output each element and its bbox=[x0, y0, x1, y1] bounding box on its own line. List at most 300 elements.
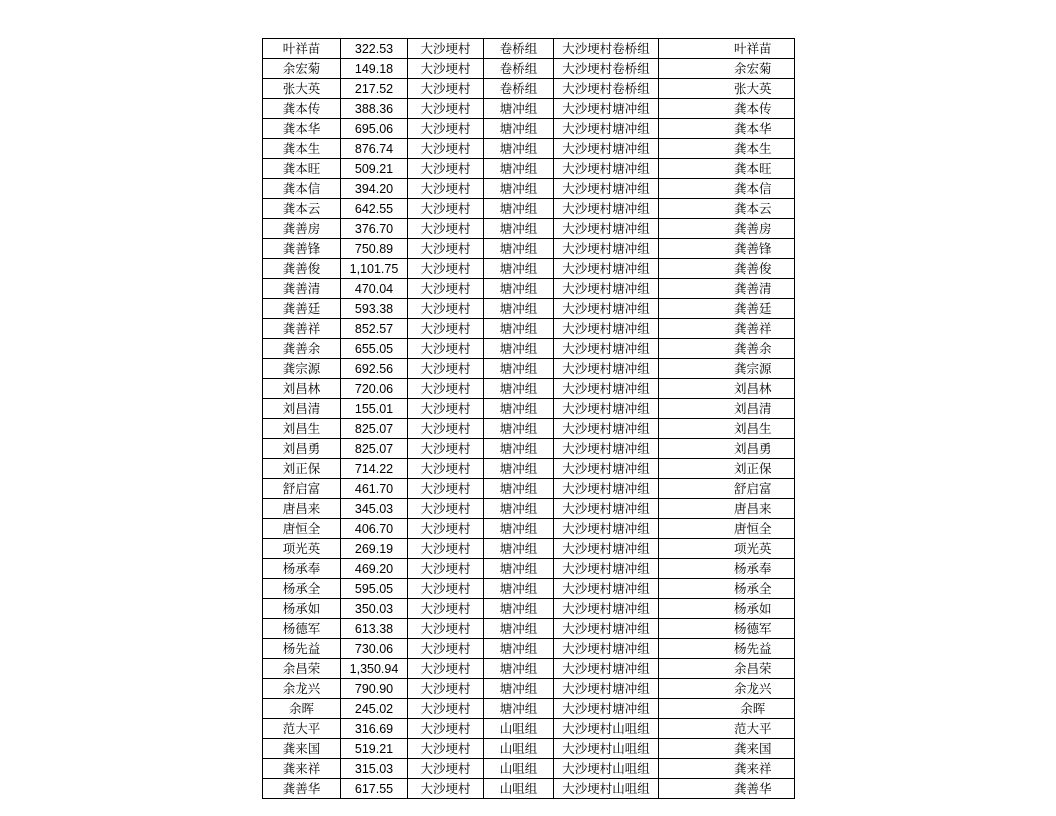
blank-cell bbox=[659, 619, 712, 639]
address-cell: 大沙埂村塘冲组 bbox=[554, 519, 659, 539]
group-cell: 塘冲组 bbox=[484, 619, 554, 639]
address-cell: 大沙埂村塘冲组 bbox=[554, 259, 659, 279]
table-row bbox=[263, 119, 795, 139]
group-cell: 卷桥组 bbox=[484, 79, 554, 99]
name-cell: 龚善俊 bbox=[263, 259, 341, 279]
name-repeat-cell: 刘昌清 bbox=[712, 399, 795, 419]
name-repeat-cell: 刘昌林 bbox=[712, 379, 795, 399]
name-cell: 唐昌来 bbox=[263, 499, 341, 519]
group-cell: 塘冲组 bbox=[484, 159, 554, 179]
amount-cell: 217.52 bbox=[341, 79, 408, 99]
name-repeat-cell: 龚本云 bbox=[712, 199, 795, 219]
village-cell: 大沙埂村 bbox=[408, 739, 484, 759]
name-repeat-cell: 杨承奉 bbox=[712, 559, 795, 579]
name-cell: 余昌荣 bbox=[263, 659, 341, 679]
blank-cell bbox=[659, 259, 712, 279]
address-cell: 大沙埂村塘冲组 bbox=[554, 419, 659, 439]
address-cell: 大沙埂村塘冲组 bbox=[554, 159, 659, 179]
blank-cell bbox=[659, 219, 712, 239]
name-cell: 龚来国 bbox=[263, 739, 341, 759]
group-cell: 塘冲组 bbox=[484, 139, 554, 159]
group-cell: 塘冲组 bbox=[484, 219, 554, 239]
group-cell: 塘冲组 bbox=[484, 539, 554, 559]
village-cell: 大沙埂村 bbox=[408, 399, 484, 419]
group-cell: 塘冲组 bbox=[484, 699, 554, 719]
table-row bbox=[263, 299, 795, 319]
village-cell: 大沙埂村 bbox=[408, 559, 484, 579]
name-cell: 项光英 bbox=[263, 539, 341, 559]
address-cell: 大沙埂村塘冲组 bbox=[554, 499, 659, 519]
address-cell: 大沙埂村山咀组 bbox=[554, 759, 659, 779]
address-cell: 大沙埂村卷桥组 bbox=[554, 39, 659, 59]
group-cell: 塘冲组 bbox=[484, 319, 554, 339]
name-repeat-cell: 刘昌生 bbox=[712, 419, 795, 439]
village-cell: 大沙埂村 bbox=[408, 259, 484, 279]
blank-cell bbox=[659, 319, 712, 339]
name-cell: 刘昌清 bbox=[263, 399, 341, 419]
amount-cell: 825.07 bbox=[341, 419, 408, 439]
village-cell: 大沙埂村 bbox=[408, 379, 484, 399]
address-cell: 大沙埂村塘冲组 bbox=[554, 199, 659, 219]
name-repeat-cell: 龚本信 bbox=[712, 179, 795, 199]
amount-cell: 750.89 bbox=[341, 239, 408, 259]
group-cell: 塘冲组 bbox=[484, 479, 554, 499]
name-repeat-cell: 龚本生 bbox=[712, 139, 795, 159]
name-repeat-cell: 龚善祥 bbox=[712, 319, 795, 339]
amount-cell: 825.07 bbox=[341, 439, 408, 459]
amount-cell: 469.20 bbox=[341, 559, 408, 579]
address-cell: 大沙埂村塘冲组 bbox=[554, 639, 659, 659]
table-row bbox=[263, 539, 795, 559]
blank-cell bbox=[659, 179, 712, 199]
name-cell: 杨德军 bbox=[263, 619, 341, 639]
blank-cell bbox=[659, 299, 712, 319]
address-cell: 大沙埂村塘冲组 bbox=[554, 619, 659, 639]
table-row bbox=[263, 699, 795, 719]
village-cell: 大沙埂村 bbox=[408, 519, 484, 539]
blank-cell bbox=[659, 339, 712, 359]
name-cell: 唐恒全 bbox=[263, 519, 341, 539]
table-row bbox=[263, 399, 795, 419]
address-cell: 大沙埂村塘冲组 bbox=[554, 339, 659, 359]
name-repeat-cell: 龚本华 bbox=[712, 119, 795, 139]
blank-cell bbox=[659, 739, 712, 759]
group-cell: 卷桥组 bbox=[484, 59, 554, 79]
address-cell: 大沙埂村塘冲组 bbox=[554, 379, 659, 399]
name-cell: 龚本生 bbox=[263, 139, 341, 159]
amount-cell: 720.06 bbox=[341, 379, 408, 399]
name-cell: 刘昌勇 bbox=[263, 439, 341, 459]
village-cell: 大沙埂村 bbox=[408, 99, 484, 119]
blank-cell bbox=[659, 719, 712, 739]
village-cell: 大沙埂村 bbox=[408, 279, 484, 299]
name-repeat-cell: 龚来国 bbox=[712, 739, 795, 759]
blank-cell bbox=[659, 239, 712, 259]
table-row bbox=[263, 679, 795, 699]
address-cell: 大沙埂村塘冲组 bbox=[554, 279, 659, 299]
name-repeat-cell: 叶祥苗 bbox=[712, 39, 795, 59]
table-row bbox=[263, 139, 795, 159]
name-cell: 刘正保 bbox=[263, 459, 341, 479]
table-row bbox=[263, 359, 795, 379]
amount-cell: 655.05 bbox=[341, 339, 408, 359]
blank-cell bbox=[659, 519, 712, 539]
blank-cell bbox=[659, 119, 712, 139]
table-body bbox=[263, 39, 795, 799]
table-row bbox=[263, 59, 795, 79]
village-cell: 大沙埂村 bbox=[408, 619, 484, 639]
name-cell: 龚本云 bbox=[263, 199, 341, 219]
village-cell: 大沙埂村 bbox=[408, 679, 484, 699]
blank-cell bbox=[659, 759, 712, 779]
name-cell: 杨先益 bbox=[263, 639, 341, 659]
village-cell: 大沙埂村 bbox=[408, 479, 484, 499]
name-repeat-cell: 龚善华 bbox=[712, 779, 795, 799]
table-row bbox=[263, 459, 795, 479]
village-cell: 大沙埂村 bbox=[408, 759, 484, 779]
document-page bbox=[262, 38, 794, 799]
village-cell: 大沙埂村 bbox=[408, 319, 484, 339]
blank-cell bbox=[659, 579, 712, 599]
group-cell: 卷桥组 bbox=[484, 39, 554, 59]
group-cell: 山咀组 bbox=[484, 719, 554, 739]
table-row bbox=[263, 79, 795, 99]
group-cell: 塘冲组 bbox=[484, 659, 554, 679]
group-cell: 塘冲组 bbox=[484, 199, 554, 219]
blank-cell bbox=[659, 199, 712, 219]
name-repeat-cell: 余晖 bbox=[712, 699, 795, 719]
address-cell: 大沙埂村塘冲组 bbox=[554, 699, 659, 719]
table-row bbox=[263, 439, 795, 459]
group-cell: 塘冲组 bbox=[484, 459, 554, 479]
table-row bbox=[263, 199, 795, 219]
group-cell: 塘冲组 bbox=[484, 439, 554, 459]
table-row bbox=[263, 559, 795, 579]
group-cell: 塘冲组 bbox=[484, 359, 554, 379]
group-cell: 塘冲组 bbox=[484, 579, 554, 599]
blank-cell bbox=[659, 699, 712, 719]
name-cell: 龚本传 bbox=[263, 99, 341, 119]
village-cell: 大沙埂村 bbox=[408, 59, 484, 79]
table-row bbox=[263, 279, 795, 299]
address-cell: 大沙埂村塘冲组 bbox=[554, 319, 659, 339]
name-repeat-cell: 龚来祥 bbox=[712, 759, 795, 779]
village-cell: 大沙埂村 bbox=[408, 459, 484, 479]
name-cell: 余晖 bbox=[263, 699, 341, 719]
table-row bbox=[263, 259, 795, 279]
village-cell: 大沙埂村 bbox=[408, 159, 484, 179]
blank-cell bbox=[659, 159, 712, 179]
table-row bbox=[263, 779, 795, 799]
village-cell: 大沙埂村 bbox=[408, 199, 484, 219]
village-cell: 大沙埂村 bbox=[408, 699, 484, 719]
group-cell: 塘冲组 bbox=[484, 599, 554, 619]
address-cell: 大沙埂村塘冲组 bbox=[554, 99, 659, 119]
amount-cell: 376.70 bbox=[341, 219, 408, 239]
table-row bbox=[263, 99, 795, 119]
group-cell: 山咀组 bbox=[484, 759, 554, 779]
name-repeat-cell: 龚宗源 bbox=[712, 359, 795, 379]
amount-cell: 461.70 bbox=[341, 479, 408, 499]
name-cell: 刘昌林 bbox=[263, 379, 341, 399]
group-cell: 塘冲组 bbox=[484, 419, 554, 439]
blank-cell bbox=[659, 39, 712, 59]
group-cell: 塘冲组 bbox=[484, 99, 554, 119]
amount-cell: 269.19 bbox=[341, 539, 408, 559]
address-cell: 大沙埂村塘冲组 bbox=[554, 479, 659, 499]
table-row bbox=[263, 599, 795, 619]
village-cell: 大沙埂村 bbox=[408, 639, 484, 659]
village-cell: 大沙埂村 bbox=[408, 79, 484, 99]
name-cell: 龚善廷 bbox=[263, 299, 341, 319]
group-cell: 塘冲组 bbox=[484, 119, 554, 139]
blank-cell bbox=[659, 659, 712, 679]
amount-cell: 613.38 bbox=[341, 619, 408, 639]
group-cell: 山咀组 bbox=[484, 779, 554, 799]
amount-cell: 315.03 bbox=[341, 759, 408, 779]
table-row bbox=[263, 39, 795, 59]
table-row bbox=[263, 379, 795, 399]
amount-cell: 1,350.94 bbox=[341, 659, 408, 679]
name-cell: 叶祥苗 bbox=[263, 39, 341, 59]
group-cell: 塘冲组 bbox=[484, 499, 554, 519]
address-cell: 大沙埂村塘冲组 bbox=[554, 359, 659, 379]
subsidy-table bbox=[262, 38, 795, 799]
name-repeat-cell: 余龙兴 bbox=[712, 679, 795, 699]
address-cell: 大沙埂村塘冲组 bbox=[554, 439, 659, 459]
group-cell: 塘冲组 bbox=[484, 519, 554, 539]
name-cell: 范大平 bbox=[263, 719, 341, 739]
name-cell: 杨承全 bbox=[263, 579, 341, 599]
name-repeat-cell: 唐恒全 bbox=[712, 519, 795, 539]
name-cell: 龚善华 bbox=[263, 779, 341, 799]
name-cell: 龚本信 bbox=[263, 179, 341, 199]
amount-cell: 692.56 bbox=[341, 359, 408, 379]
village-cell: 大沙埂村 bbox=[408, 339, 484, 359]
name-repeat-cell: 舒启富 bbox=[712, 479, 795, 499]
blank-cell bbox=[659, 559, 712, 579]
name-cell: 杨承如 bbox=[263, 599, 341, 619]
table-row bbox=[263, 719, 795, 739]
address-cell: 大沙埂村塘冲组 bbox=[554, 599, 659, 619]
amount-cell: 790.90 bbox=[341, 679, 408, 699]
amount-cell: 394.20 bbox=[341, 179, 408, 199]
name-repeat-cell: 唐昌来 bbox=[712, 499, 795, 519]
blank-cell bbox=[659, 679, 712, 699]
name-cell: 余宏菊 bbox=[263, 59, 341, 79]
address-cell: 大沙埂村塘冲组 bbox=[554, 139, 659, 159]
village-cell: 大沙埂村 bbox=[408, 779, 484, 799]
village-cell: 大沙埂村 bbox=[408, 419, 484, 439]
name-repeat-cell: 龚善廷 bbox=[712, 299, 795, 319]
village-cell: 大沙埂村 bbox=[408, 219, 484, 239]
amount-cell: 714.22 bbox=[341, 459, 408, 479]
name-cell: 张大英 bbox=[263, 79, 341, 99]
name-repeat-cell: 龚善俊 bbox=[712, 259, 795, 279]
village-cell: 大沙埂村 bbox=[408, 239, 484, 259]
name-cell: 龚善锋 bbox=[263, 239, 341, 259]
group-cell: 塘冲组 bbox=[484, 279, 554, 299]
table-row bbox=[263, 479, 795, 499]
blank-cell bbox=[659, 379, 712, 399]
blank-cell bbox=[659, 439, 712, 459]
name-repeat-cell: 张大英 bbox=[712, 79, 795, 99]
amount-cell: 593.38 bbox=[341, 299, 408, 319]
name-repeat-cell: 杨德军 bbox=[712, 619, 795, 639]
name-repeat-cell: 余宏菊 bbox=[712, 59, 795, 79]
name-repeat-cell: 刘昌勇 bbox=[712, 439, 795, 459]
amount-cell: 406.70 bbox=[341, 519, 408, 539]
name-cell: 龚善清 bbox=[263, 279, 341, 299]
table-row bbox=[263, 419, 795, 439]
amount-cell: 350.03 bbox=[341, 599, 408, 619]
table-row bbox=[263, 159, 795, 179]
group-cell: 塘冲组 bbox=[484, 259, 554, 279]
amount-cell: 149.18 bbox=[341, 59, 408, 79]
address-cell: 大沙埂村卷桥组 bbox=[554, 59, 659, 79]
group-cell: 塘冲组 bbox=[484, 379, 554, 399]
name-cell: 龚善余 bbox=[263, 339, 341, 359]
amount-cell: 316.69 bbox=[341, 719, 408, 739]
address-cell: 大沙埂村山咀组 bbox=[554, 739, 659, 759]
blank-cell bbox=[659, 399, 712, 419]
table-row bbox=[263, 519, 795, 539]
group-cell: 塘冲组 bbox=[484, 239, 554, 259]
blank-cell bbox=[659, 499, 712, 519]
name-repeat-cell: 余昌荣 bbox=[712, 659, 795, 679]
group-cell: 塘冲组 bbox=[484, 339, 554, 359]
name-cell: 杨承奉 bbox=[263, 559, 341, 579]
address-cell: 大沙埂村塘冲组 bbox=[554, 579, 659, 599]
village-cell: 大沙埂村 bbox=[408, 719, 484, 739]
name-cell: 龚宗源 bbox=[263, 359, 341, 379]
name-repeat-cell: 龚善余 bbox=[712, 339, 795, 359]
amount-cell: 155.01 bbox=[341, 399, 408, 419]
group-cell: 塘冲组 bbox=[484, 639, 554, 659]
table-row bbox=[263, 759, 795, 779]
village-cell: 大沙埂村 bbox=[408, 659, 484, 679]
address-cell: 大沙埂村塘冲组 bbox=[554, 219, 659, 239]
village-cell: 大沙埂村 bbox=[408, 119, 484, 139]
address-cell: 大沙埂村塘冲组 bbox=[554, 679, 659, 699]
address-cell: 大沙埂村卷桥组 bbox=[554, 79, 659, 99]
table-row bbox=[263, 319, 795, 339]
village-cell: 大沙埂村 bbox=[408, 499, 484, 519]
blank-cell bbox=[659, 359, 712, 379]
table-row bbox=[263, 739, 795, 759]
name-cell: 龚善祥 bbox=[263, 319, 341, 339]
name-repeat-cell: 刘正保 bbox=[712, 459, 795, 479]
blank-cell bbox=[659, 539, 712, 559]
amount-cell: 617.55 bbox=[341, 779, 408, 799]
group-cell: 山咀组 bbox=[484, 739, 554, 759]
blank-cell bbox=[659, 79, 712, 99]
blank-cell bbox=[659, 419, 712, 439]
address-cell: 大沙埂村塘冲组 bbox=[554, 659, 659, 679]
name-cell: 余龙兴 bbox=[263, 679, 341, 699]
table-row bbox=[263, 659, 795, 679]
blank-cell bbox=[659, 479, 712, 499]
address-cell: 大沙埂村塘冲组 bbox=[554, 459, 659, 479]
name-cell: 刘昌生 bbox=[263, 419, 341, 439]
table-row bbox=[263, 179, 795, 199]
blank-cell bbox=[659, 139, 712, 159]
amount-cell: 519.21 bbox=[341, 739, 408, 759]
amount-cell: 876.74 bbox=[341, 139, 408, 159]
group-cell: 塘冲组 bbox=[484, 679, 554, 699]
amount-cell: 322.53 bbox=[341, 39, 408, 59]
village-cell: 大沙埂村 bbox=[408, 139, 484, 159]
group-cell: 塘冲组 bbox=[484, 399, 554, 419]
amount-cell: 345.03 bbox=[341, 499, 408, 519]
amount-cell: 245.02 bbox=[341, 699, 408, 719]
name-repeat-cell: 龚善清 bbox=[712, 279, 795, 299]
village-cell: 大沙埂村 bbox=[408, 359, 484, 379]
amount-cell: 695.06 bbox=[341, 119, 408, 139]
blank-cell bbox=[659, 599, 712, 619]
village-cell: 大沙埂村 bbox=[408, 599, 484, 619]
group-cell: 塘冲组 bbox=[484, 299, 554, 319]
name-repeat-cell: 杨承全 bbox=[712, 579, 795, 599]
table-row bbox=[263, 499, 795, 519]
name-repeat-cell: 杨承如 bbox=[712, 599, 795, 619]
blank-cell bbox=[659, 779, 712, 799]
name-repeat-cell: 杨先益 bbox=[712, 639, 795, 659]
village-cell: 大沙埂村 bbox=[408, 579, 484, 599]
amount-cell: 852.57 bbox=[341, 319, 408, 339]
name-repeat-cell: 龚善房 bbox=[712, 219, 795, 239]
amount-cell: 730.06 bbox=[341, 639, 408, 659]
village-cell: 大沙埂村 bbox=[408, 39, 484, 59]
table-row bbox=[263, 579, 795, 599]
address-cell: 大沙埂村山咀组 bbox=[554, 719, 659, 739]
blank-cell bbox=[659, 459, 712, 479]
amount-cell: 470.04 bbox=[341, 279, 408, 299]
amount-cell: 595.05 bbox=[341, 579, 408, 599]
address-cell: 大沙埂村塘冲组 bbox=[554, 539, 659, 559]
address-cell: 大沙埂村塘冲组 bbox=[554, 119, 659, 139]
blank-cell bbox=[659, 59, 712, 79]
address-cell: 大沙埂村塘冲组 bbox=[554, 179, 659, 199]
name-cell: 龚本华 bbox=[263, 119, 341, 139]
blank-cell bbox=[659, 99, 712, 119]
name-cell: 龚本旺 bbox=[263, 159, 341, 179]
address-cell: 大沙埂村塘冲组 bbox=[554, 399, 659, 419]
name-repeat-cell: 龚本旺 bbox=[712, 159, 795, 179]
address-cell: 大沙埂村塘冲组 bbox=[554, 299, 659, 319]
blank-cell bbox=[659, 639, 712, 659]
name-cell: 龚来祥 bbox=[263, 759, 341, 779]
village-cell: 大沙埂村 bbox=[408, 539, 484, 559]
table-row bbox=[263, 239, 795, 259]
village-cell: 大沙埂村 bbox=[408, 179, 484, 199]
group-cell: 塘冲组 bbox=[484, 179, 554, 199]
table-row bbox=[263, 219, 795, 239]
address-cell: 大沙埂村山咀组 bbox=[554, 779, 659, 799]
amount-cell: 642.55 bbox=[341, 199, 408, 219]
village-cell: 大沙埂村 bbox=[408, 439, 484, 459]
table-row bbox=[263, 619, 795, 639]
group-cell: 塘冲组 bbox=[484, 559, 554, 579]
name-cell: 龚善房 bbox=[263, 219, 341, 239]
blank-cell bbox=[659, 279, 712, 299]
table-row bbox=[263, 639, 795, 659]
address-cell: 大沙埂村塘冲组 bbox=[554, 239, 659, 259]
name-repeat-cell: 龚善锋 bbox=[712, 239, 795, 259]
name-repeat-cell: 龚本传 bbox=[712, 99, 795, 119]
table-row bbox=[263, 339, 795, 359]
name-cell: 舒启富 bbox=[263, 479, 341, 499]
